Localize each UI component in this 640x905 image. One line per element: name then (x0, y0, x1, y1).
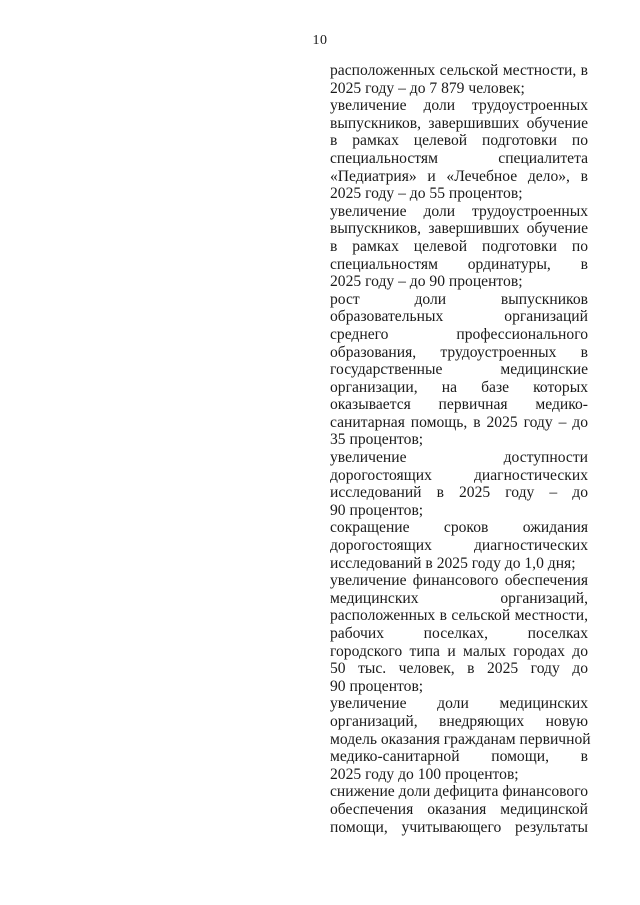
text-line: увеличение доступности (330, 449, 588, 467)
text-line: среднего профессионального (330, 325, 588, 343)
text-line: в рамках целевой подготовки по (330, 237, 588, 255)
text-line: 90 процентов; (330, 501, 424, 519)
paragraph (330, 783, 588, 836)
document-text-column (330, 62, 591, 836)
text-line: медико-санитарной помощи, в (330, 748, 588, 766)
text-line: помощи, учитывающего результаты (330, 818, 588, 836)
text-line: образовательных организаций (330, 308, 588, 326)
paragraph (330, 449, 588, 519)
text-line: исследований в 2025 году – до (330, 484, 588, 502)
text-line: организации, на базе которых (330, 378, 588, 396)
page-number: 10 (312, 33, 328, 48)
text-line: 2025 году – до 55 процентов; (330, 185, 523, 203)
text-line: дорогостоящих диагностических (330, 537, 588, 555)
text-line: сокращение сроков ожидания (330, 519, 588, 537)
text-line: санитарная помощь, в 2025 году – до (330, 413, 588, 431)
text-line: увеличение финансового обеспечения (330, 572, 588, 590)
paragraph (330, 97, 588, 203)
text-line: увеличение доли трудоустроенных (330, 202, 588, 220)
text-line: 2025 году – до 7 879 человек; (330, 79, 525, 97)
text-line: специальностям ординатуры, в (330, 255, 588, 273)
text-line: рост доли выпускников (330, 290, 588, 308)
text-line: модель оказания гражданам первичной (330, 730, 591, 748)
paragraph (330, 572, 588, 695)
text-line: в рамках целевой подготовки по (330, 132, 588, 150)
text-line: выпускников, завершивших обучение (330, 114, 588, 132)
text-line: медицинских организаций, (330, 589, 588, 607)
text-line: 50 тыс. человек, в 2025 году до (330, 660, 588, 678)
paragraph (330, 695, 591, 783)
text-line: 2025 году – до 90 процентов; (330, 273, 523, 291)
text-line: 2025 году до 100 процентов; (330, 765, 519, 783)
text-line: 90 процентов; (330, 677, 424, 695)
text-line: специальностям специалитета (330, 149, 588, 167)
text-line: оказывается первичная медико- (330, 396, 588, 414)
paragraph (330, 62, 588, 97)
paragraph (330, 519, 588, 572)
text-line: «Педиатрия» и «Лечебное дело», в (330, 167, 588, 185)
text-line: дорогостоящих диагностических (330, 466, 588, 484)
text-line: исследований в 2025 году до 1,0 дня; (330, 554, 576, 572)
text-line: увеличение доли трудоустроенных (330, 97, 588, 115)
text-line: образования, трудоустроенных в (330, 343, 588, 361)
text-line: организаций, внедряющих новую (330, 712, 588, 730)
text-line: выпускников, завершивших обучение (330, 220, 588, 238)
text-line: городского типа и малых городах до (330, 642, 588, 660)
paragraph (330, 203, 588, 291)
text-line: рабочих поселках, поселках (330, 625, 588, 642)
text-line: государственные медицинские (330, 361, 588, 379)
text-line: расположенных в сельской местности, (330, 607, 588, 625)
text-line: снижение доли дефицита финансового (330, 783, 588, 801)
paragraph (330, 291, 588, 449)
text-line: расположенных сельской местности, в (330, 62, 588, 79)
text-line: увеличение доли медицинских (330, 695, 588, 713)
text-line: обеспечения оказания медицинской (330, 800, 588, 818)
text-line: 35 процентов; (330, 431, 424, 449)
